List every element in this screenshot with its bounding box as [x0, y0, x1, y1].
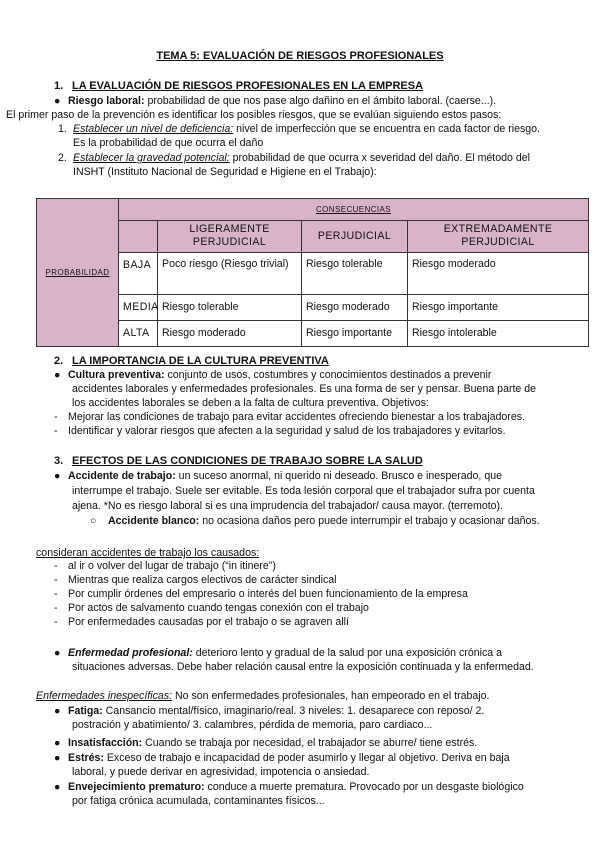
list-item: - Por cumplir órdenes del empresario o interés del buen funcionamiento de la empresa — [54, 588, 468, 600]
bullet-estres: ● Estrés: Exceso de trabajo e incapacidad de poder asumirlo y llegar al objetivo. Deriva en baja — [54, 752, 510, 764]
col-header-perjudicial: PERJUDICIAL — [302, 221, 408, 253]
enfermedad-line2: situaciones adversas. Debe haber relación causal entre la exposición continuada y la enfermedad. — [72, 661, 534, 673]
corner-cell — [119, 221, 158, 253]
list-item: - Mientras que realiza cargos electivos de carácter sindical — [54, 574, 337, 586]
envejecimiento-line2: por fatiga crónica acumulada, contaminantes físicos... — [72, 795, 325, 807]
estres-line2: laboral, y puede derivar en agresividad, impotencia o ansiedad. — [72, 766, 370, 778]
table-cell: Riesgo tolerable — [302, 252, 408, 294]
probability-header: PROBABILIDAD — [37, 199, 119, 347]
table-cell: Riesgo moderado — [158, 320, 302, 346]
bullet-accidente-trabajo: ● Accidente de trabajo: un suceso anormal, ni querido ni deseado. Brusco e inesperado, que — [54, 470, 502, 482]
table-row — [37, 320, 589, 346]
step-2: 2. Establecer la gravedad potencial: probabilidad de que ocurra x severidad del daño. El método del — [58, 152, 531, 164]
cultura-line3: los accidentes laborales se deben a la falta de cultura preventiva. Objetivos: — [72, 397, 429, 409]
table-cell: Riesgo moderado — [302, 294, 408, 320]
row-level-media: MEDIA — [119, 294, 158, 320]
row-level-alta: ALTA — [119, 320, 158, 346]
table-cell: Riesgo importante — [302, 320, 408, 346]
cause-list — [54, 560, 468, 630]
risk-matrix-table — [36, 198, 589, 347]
row-level-baja: BAJA — [119, 252, 158, 294]
list-item: - Por actos de salvamento cuando tengas conexión con el trabajo — [54, 602, 369, 614]
step-1-line2: Es la probabilidad de que ocurra el daño — [73, 137, 264, 149]
fatiga-line2: postración y abatimiento/ 3. calambres, pérdida de memoria, paro cardiaco... — [72, 719, 433, 731]
step-1: 1. Establecer un nivel de deficiencia: nivel de imperfección que se encuentra en cada factor de riesgo. — [58, 123, 541, 135]
col-header-ligeramente: LIGERAMENTE PERJUDICIAL — [158, 221, 302, 253]
bullet-insatisfaccion: ● Insatisfacción: Cuando se trabaja por necesidad, el trabajador se aburre/ tiene estrés. — [54, 737, 478, 749]
bullet-riesgo-laboral: ● Riesgo laboral: probabilidad de que nos pase algo dañino en el ámbito laboral. (caerse...). — [54, 95, 497, 107]
table-cell: Riesgo moderado — [408, 252, 589, 294]
section-1-intro: El primer paso de la prevención es identificar los posibles riesgos, que se evalúan siguiendo estos pasos: — [6, 109, 502, 121]
accidente-line3: ajena. *No es riesgo laboral si es una imprudencia del trabajador/ causa mayor. (terremoto). — [72, 500, 504, 512]
consequences-header: CONSECUENCIAS — [119, 199, 589, 221]
objective-1: - Mejorar las condiciones de trabajo para evitar accidentes ofreciendo bienestar a los trabajadores. — [54, 411, 525, 423]
section-3-heading: 3. EFECTOS DE LAS CONDICIONES DE TRABAJO SOBRE LA SALUD — [54, 455, 423, 467]
bullet-envejecimiento: ● Envejecimiento prematuro: conduce a muerte prematura. Provocado por un desgaste biológico — [54, 781, 524, 793]
list-item: - Por enfermedades causadas por el trabajo o se agraven allí — [54, 616, 349, 628]
table-row — [37, 252, 589, 294]
list-item: - al ir o volver del lugar de trabajo (“in itinere”) — [54, 560, 276, 572]
page-title: TEMA 5: EVALUACIÓN DE RIESGOS PROFESIONALES — [156, 50, 444, 62]
cultura-line2: accidentes laborales y enfermedades profesionales. Es una forma de ser y pensar. Buena parte de — [72, 383, 537, 395]
table-cell: Riesgo intolerable — [408, 320, 589, 346]
section-2-heading: 2. LA IMPORTANCIA DE LA CULTURA PREVENTIVA — [54, 355, 329, 367]
bullet-accidente-blanco: ○ Accidente blanco: no ocasiona daños pero puede interrumpir el trabajo y ocasionar daños. — [90, 515, 540, 527]
consider-heading: consideran accidentes de trabajo los causados: — [36, 547, 260, 559]
enfermedades-inespecificas: Enfermedades inespecíficas: No son enfermedades profesionales, han empeorado en el trabajo. — [36, 690, 490, 702]
step-2-line2: INSHT (Instituto Nacional de Seguridad e Higiene en el Trabajo): — [73, 166, 377, 178]
table-row — [37, 294, 589, 320]
accidente-line2: interrumpe el trabajo. Suele ser evitable. Es toda lesión corporal que el trabajador sufra por cuenta — [72, 485, 535, 497]
table-cell: Riesgo importante — [408, 294, 589, 320]
bullet-cultura-preventiva: ● Cultura preventiva: conjunto de usos, costumbres y conocimientos destinados a prevenir — [54, 369, 492, 381]
col-header-extremadamente: EXTREMADAMENTE PERJUDICIAL — [408, 221, 589, 253]
table-cell: Riesgo tolerable — [158, 294, 302, 320]
section-1-heading: 1. LA EVALUACIÓN DE RIESGOS PROFESIONALES EN LA EMPRESA — [54, 80, 424, 92]
table-cell: Poco riesgo (Riesgo trivial) — [158, 252, 302, 294]
bullet-fatiga: ● Fatiga: Cansancio mental/físico, imaginario/real. 3 niveles: 1. desaparece con reposo/ 2. — [54, 705, 485, 717]
objective-2: - Identificar y valorar riesgos que afecten a la seguridad y salud de los trabajadores y evitarlos. — [54, 425, 506, 437]
bullet-enfermedad-profesional: ● Enfermedad profesional: deterioro lento y gradual de la salud por una exposición crónica a — [54, 647, 502, 659]
